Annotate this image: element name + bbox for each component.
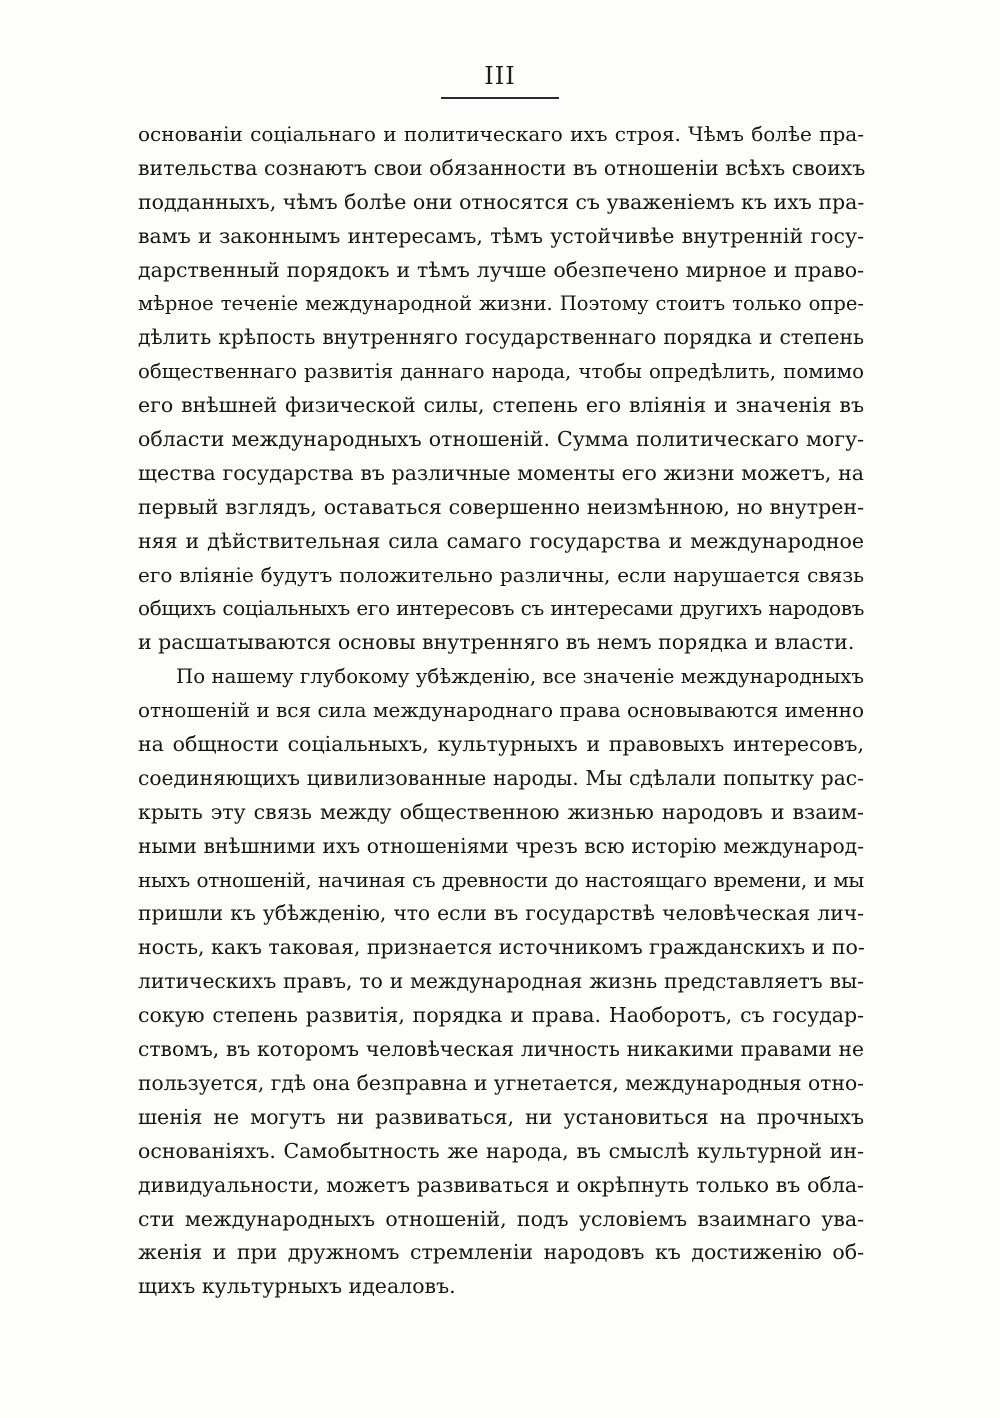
text-line: мѣрное теченіе международной жизни. Поэтому стоитъ только опре-: [138, 292, 864, 316]
text-line: сти международныхъ отношеній, подъ условіемъ взаимнаго ува-: [138, 1206, 864, 1231]
page-number-rule: [441, 97, 559, 99]
text-line-paragraph-start: По нашему глубокому убѣжденію, все значеніе международныхъ: [176, 665, 864, 689]
text-line: щества государства въ различные моменты его жизни можетъ, на: [138, 460, 864, 485]
text-line: пользуется, гдѣ она безправна и угнетается, международныя отно-: [138, 1070, 864, 1095]
text-line: основаніи соціальнаго и политическаго ихъ строя. Чѣмъ болѣе пра-: [138, 122, 864, 146]
text-line: его вліяніе будутъ положительно различны, если нарушается связь: [138, 562, 864, 587]
page-number: ΙΙΙ: [484, 62, 516, 90]
text-line: отношеній и вся сила международнаго права основываются именно: [138, 698, 865, 723]
text-line: области международныхъ отношеній. Сумма политическаго могу-: [138, 427, 864, 452]
text-line: дарственный порядокъ и тѣмъ лучше обезпечено мирное и право-: [138, 257, 864, 282]
text-line: общественнаго развитія даннаго народа, чтобы опредѣлить, помимо: [138, 360, 864, 384]
text-line: соединяющихъ цивилизованные народы. Мы сдѣлали попытку рас-: [138, 765, 864, 790]
text-line: няя и дѣйствительная сила самаго государства и международное: [138, 528, 864, 553]
text-line: шенія не могутъ ни развиваться, ни установиться на прочныхъ: [138, 1104, 864, 1129]
text-line: крыть эту связь между общественною жизнью народовъ и взаим-: [138, 799, 864, 824]
text-line: пришли къ убѣжденію, что если въ государствѣ человѣческая лич-: [138, 901, 864, 926]
text-line: дивидуальности, можетъ развиваться и окрѣпнуть только въ обла-: [138, 1172, 864, 1197]
text-line: сокую степень развитія, порядка и права. Наоборотъ, съ государ-: [138, 1003, 864, 1028]
text-line: его внѣшней физической силы, степень его вліянія и значенія въ: [138, 393, 864, 418]
text-line: литическихъ правъ, то и международная жизнь представляетъ вы-: [138, 969, 864, 994]
text-line: вительства сознаютъ свои обязанности въ отношеніи всѣхъ своихъ: [138, 155, 866, 180]
text-line: основаніяхъ. Самобытность же народа, въ смыслѣ культурной ин-: [138, 1138, 864, 1163]
text-line: ствомъ, въ которомъ человѣческая личность никакими правами не: [138, 1037, 864, 1062]
text-line: ность, какъ таковая, признается источникомъ гражданскихъ и по-: [138, 935, 865, 960]
text-line: первый взглядъ, оставаться совершенно неизмѣнною, но внутрен-: [138, 494, 864, 519]
text-line: ными внѣшними ихъ отношеніями чрезъ всю исторію международ-: [138, 833, 864, 858]
text-line-paragraph-end: щихъ культурныхъ идеаловъ.: [138, 1274, 456, 1299]
text-line: дѣлить крѣпость внутренняго государственнаго порядка и степень: [138, 325, 864, 350]
text-line: на общности соціальныхъ, культурныхъ и правовыхъ интересовъ,: [138, 732, 864, 757]
text-line: подданныхъ, чѣмъ болѣе они относятся съ уваженіемъ къ ихъ пра-: [138, 189, 865, 214]
text-line: вамъ и законнымъ интересамъ, тѣмъ устойчивѣе внутренній госу-: [138, 223, 864, 248]
text-line: женія и при дружномъ стремленіи народовъ къ достиженію об-: [138, 1240, 864, 1265]
text-line: общихъ соціальныхъ его интересовъ съ интересами другихъ народовъ: [138, 596, 864, 621]
body-text: [138, 118, 864, 1304]
text-line: ныхъ отношеній, начиная съ древности до настоящаго времени, и мы: [138, 867, 864, 892]
text-line-paragraph-end: и расшатываются основы внутренняго въ немъ порядка и власти.: [138, 630, 855, 655]
